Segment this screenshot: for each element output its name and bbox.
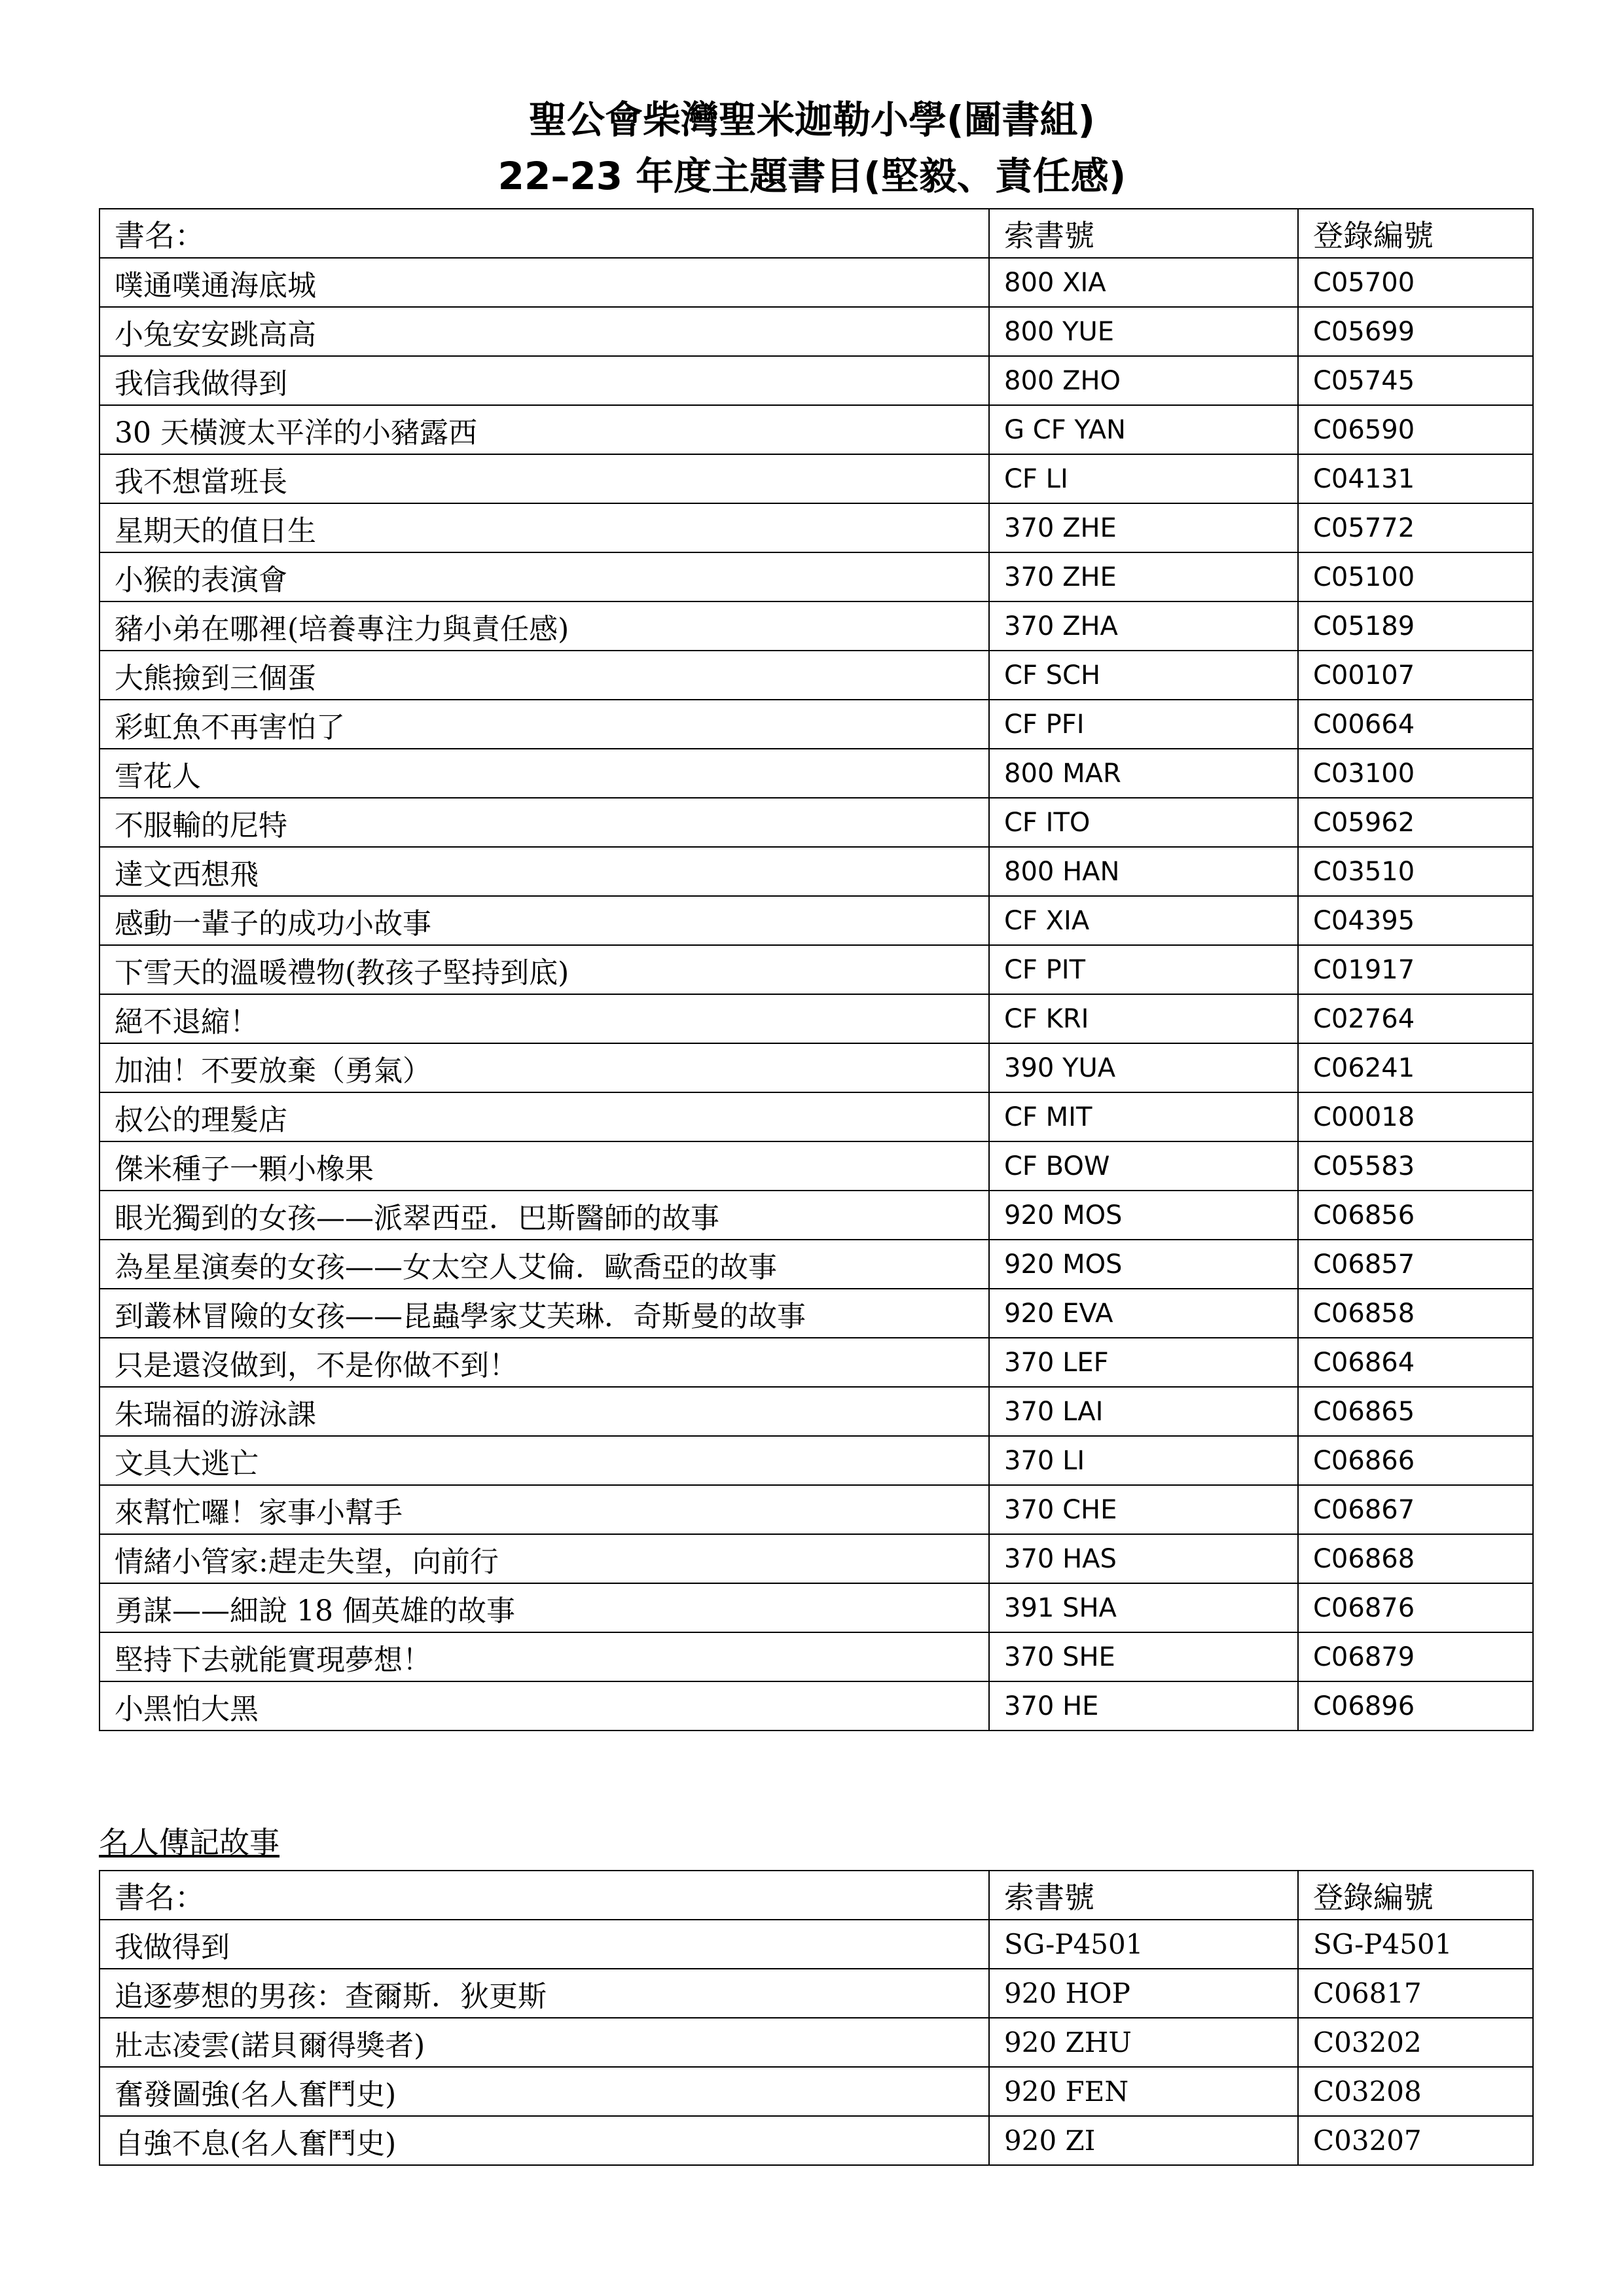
call-number-cell: 370 HAS (989, 1534, 1298, 1583)
book-name-cell: 自強不息(名人奮鬥史) (99, 2116, 989, 2165)
call-number-cell: 920 MOS (989, 1240, 1298, 1289)
table-row (99, 552, 1533, 601)
call-number-cell: G CF YAN (989, 405, 1298, 454)
book-name-cell: 小猴的表演會 (99, 552, 989, 601)
book-name-cell: 星期天的值日生 (99, 503, 989, 552)
table-row (99, 1240, 1533, 1289)
table-row (99, 2018, 1533, 2067)
book-name-cell: 為星星演奏的女孩——女太空人艾倫．歐喬亞的故事 (99, 1240, 989, 1289)
call-number-cell: 370 LEF (989, 1338, 1298, 1387)
book-name-cell: 追逐夢想的男孩：查爾斯．狄更斯 (99, 1969, 989, 2018)
book-name-cell: 我做得到 (99, 1920, 989, 1969)
book-name-cell: 壯志凌雲(諾貝爾得獎者) (99, 2018, 989, 2067)
section-heading-biographies: 名人傳記故事 (99, 1825, 280, 1860)
call-number-cell: CF PFI (989, 700, 1298, 749)
call-number-cell: 800 YUE (989, 307, 1298, 356)
table-row (99, 1485, 1533, 1534)
column-header-accession-number: 登錄編號 (1298, 1871, 1533, 1920)
table-row (99, 994, 1533, 1043)
theme-book-table (99, 208, 1534, 1731)
call-number-cell: 370 ZHE (989, 552, 1298, 601)
accession-number-cell: C05772 (1298, 503, 1533, 552)
table-row (99, 700, 1533, 749)
table-row (99, 798, 1533, 847)
table-row (99, 749, 1533, 798)
accession-number-cell: C06241 (1298, 1043, 1533, 1092)
accession-number-cell: C04395 (1298, 896, 1533, 945)
call-number-cell: 920 HOP (989, 1969, 1298, 2018)
book-name-cell: 傑米種子一顆小橡果 (99, 1141, 989, 1191)
call-number-cell: 920 FEN (989, 2067, 1298, 2116)
table-row (99, 1632, 1533, 1681)
table-row (99, 601, 1533, 651)
call-number-cell: 370 SHE (989, 1632, 1298, 1681)
accession-number-cell: C06866 (1298, 1436, 1533, 1485)
call-number-cell: CF XIA (989, 896, 1298, 945)
call-number-cell: CF SCH (989, 651, 1298, 700)
call-number-cell: 800 XIA (989, 258, 1298, 307)
accession-number-cell: C06865 (1298, 1387, 1533, 1436)
table-header-row (99, 209, 1533, 258)
accession-number-cell: C00664 (1298, 700, 1533, 749)
table-row (99, 258, 1533, 307)
book-name-cell: 30 天橫渡太平洋的小豬露西 (99, 405, 989, 454)
accession-number-cell: C06896 (1298, 1681, 1533, 1731)
call-number-cell: CF ITO (989, 798, 1298, 847)
call-number-cell: 370 LI (989, 1436, 1298, 1485)
table-row (99, 1289, 1533, 1338)
table-row (99, 1191, 1533, 1240)
book-name-cell: 彩虹魚不再害怕了 (99, 700, 989, 749)
table-row (99, 307, 1533, 356)
table-row (99, 1338, 1533, 1387)
accession-number-cell: C03100 (1298, 749, 1533, 798)
call-number-cell: 800 MAR (989, 749, 1298, 798)
column-header-book-name: 書名： (99, 1871, 989, 1920)
call-number-cell: 370 HE (989, 1681, 1298, 1731)
book-name-cell: 到叢林冒險的女孩——昆蟲學家艾芙琳．奇斯曼的故事 (99, 1289, 989, 1338)
table-row (99, 1969, 1533, 2018)
title-line-school: 聖公會柴灣聖米迦勒小學(圖書組) (528, 98, 1096, 142)
table-row (99, 1583, 1533, 1632)
table-row (99, 503, 1533, 552)
accession-number-cell: C06590 (1298, 405, 1533, 454)
biography-book-table (99, 1870, 1534, 2166)
table-row (99, 1534, 1533, 1583)
call-number-cell: CF BOW (989, 1141, 1298, 1191)
book-name-cell: 情緒小管家:趕走失望，向前行 (99, 1534, 989, 1583)
call-number-cell: 370 ZHA (989, 601, 1298, 651)
table-row (99, 847, 1533, 896)
book-name-cell: 加油！不要放棄（勇氣） (99, 1043, 989, 1092)
table-header-row (99, 1871, 1533, 1920)
accession-number-cell: C05700 (1298, 258, 1533, 307)
book-name-cell: 豬小弟在哪裡(培養專注力與責任感) (99, 601, 989, 651)
accession-number-cell: C06867 (1298, 1485, 1533, 1534)
column-header-call-number: 索書號 (989, 1871, 1298, 1920)
title-line-theme: 22–23 年度主題書目(堅毅、責任感) (497, 154, 1127, 198)
book-name-cell: 絕不退縮！ (99, 994, 989, 1043)
table-row (99, 2067, 1533, 2116)
book-name-cell: 堅持下去就能實現夢想！ (99, 1632, 989, 1681)
accession-number-cell: C06857 (1298, 1240, 1533, 1289)
book-name-cell: 小兔安安跳高高 (99, 307, 989, 356)
book-name-cell: 只是還沒做到，不是你做不到！ (99, 1338, 989, 1387)
table-row (99, 1092, 1533, 1141)
book-name-cell: 朱瑞福的游泳課 (99, 1387, 989, 1436)
accession-number-cell: C03207 (1298, 2116, 1533, 2165)
book-name-cell: 勇謀——細說 18 個英雄的故事 (99, 1583, 989, 1632)
call-number-cell: 920 MOS (989, 1191, 1298, 1240)
table-row (99, 1043, 1533, 1092)
book-name-cell: 大熊撿到三個蛋 (99, 651, 989, 700)
book-name-cell: 雪花人 (99, 749, 989, 798)
accession-number-cell: C06879 (1298, 1632, 1533, 1681)
call-number-cell: 390 YUA (989, 1043, 1298, 1092)
table-row (99, 896, 1533, 945)
call-number-cell: CF MIT (989, 1092, 1298, 1141)
accession-number-cell: C00018 (1298, 1092, 1533, 1141)
book-name-cell: 奮發圖強(名人奮鬥史) (99, 2067, 989, 2116)
accession-number-cell: C05100 (1298, 552, 1533, 601)
call-number-cell: 920 EVA (989, 1289, 1298, 1338)
accession-number-cell: C05189 (1298, 601, 1533, 651)
book-name-cell: 我信我做得到 (99, 356, 989, 405)
table-row (99, 1436, 1533, 1485)
accession-number-cell: SG-P4501 (1298, 1920, 1533, 1969)
table-row (99, 651, 1533, 700)
column-header-call-number: 索書號 (989, 209, 1298, 258)
accession-number-cell: C06864 (1298, 1338, 1533, 1387)
call-number-cell: 370 LAI (989, 1387, 1298, 1436)
book-name-cell: 小黑怕大黑 (99, 1681, 989, 1731)
biography-book-rows (99, 1920, 1533, 2165)
call-number-cell: CF KRI (989, 994, 1298, 1043)
call-number-cell: SG-P4501 (989, 1920, 1298, 1969)
table-row (99, 1141, 1533, 1191)
accession-number-cell: C02764 (1298, 994, 1533, 1043)
column-header-accession-number: 登錄編號 (1298, 209, 1533, 258)
table-row (99, 945, 1533, 994)
column-header-book-name: 書名： (99, 209, 989, 258)
book-name-cell: 叔公的理髮店 (99, 1092, 989, 1141)
table-row (99, 2116, 1533, 2165)
accession-number-cell: C06858 (1298, 1289, 1533, 1338)
call-number-cell: CF PIT (989, 945, 1298, 994)
accession-number-cell: C06876 (1298, 1583, 1533, 1632)
accession-number-cell: C04131 (1298, 454, 1533, 503)
table-row (99, 1387, 1533, 1436)
accession-number-cell: C05745 (1298, 356, 1533, 405)
table-row (99, 1920, 1533, 1969)
table-row (99, 1681, 1533, 1731)
call-number-cell: 920 ZHU (989, 2018, 1298, 2067)
call-number-cell: CF LI (989, 454, 1298, 503)
call-number-cell: 800 HAN (989, 847, 1298, 896)
accession-number-cell: C06817 (1298, 1969, 1533, 2018)
table-row (99, 356, 1533, 405)
book-name-cell: 文具大逃亡 (99, 1436, 989, 1485)
accession-number-cell: C00107 (1298, 651, 1533, 700)
accession-number-cell: C01917 (1298, 945, 1533, 994)
theme-book-rows (99, 258, 1533, 1731)
table-row (99, 454, 1533, 503)
accession-number-cell: C03208 (1298, 2067, 1533, 2116)
call-number-cell: 370 ZHE (989, 503, 1298, 552)
book-name-cell: 感動一輩子的成功小故事 (99, 896, 989, 945)
book-name-cell: 下雪天的溫暖禮物(教孩子堅持到底) (99, 945, 989, 994)
accession-number-cell: C05699 (1298, 307, 1533, 356)
call-number-cell: 800 ZHO (989, 356, 1298, 405)
accession-number-cell: C03510 (1298, 847, 1533, 896)
book-name-cell: 達文西想飛 (99, 847, 989, 896)
book-name-cell: 我不想當班長 (99, 454, 989, 503)
accession-number-cell: C03202 (1298, 2018, 1533, 2067)
book-name-cell: 噗通噗通海底城 (99, 258, 989, 307)
book-name-cell: 來幫忙囉！家事小幫手 (99, 1485, 989, 1534)
accession-number-cell: C05962 (1298, 798, 1533, 847)
book-name-cell: 眼光獨到的女孩——派翠西亞．巴斯醫師的故事 (99, 1191, 989, 1240)
document-title (0, 92, 1624, 204)
accession-number-cell: C06856 (1298, 1191, 1533, 1240)
call-number-cell: 370 CHE (989, 1485, 1298, 1534)
call-number-cell: 391 SHA (989, 1583, 1298, 1632)
accession-number-cell: C06868 (1298, 1534, 1533, 1583)
call-number-cell: 920 ZI (989, 2116, 1298, 2165)
book-name-cell: 不服輸的尼特 (99, 798, 989, 847)
table-row (99, 405, 1533, 454)
accession-number-cell: C05583 (1298, 1141, 1533, 1191)
